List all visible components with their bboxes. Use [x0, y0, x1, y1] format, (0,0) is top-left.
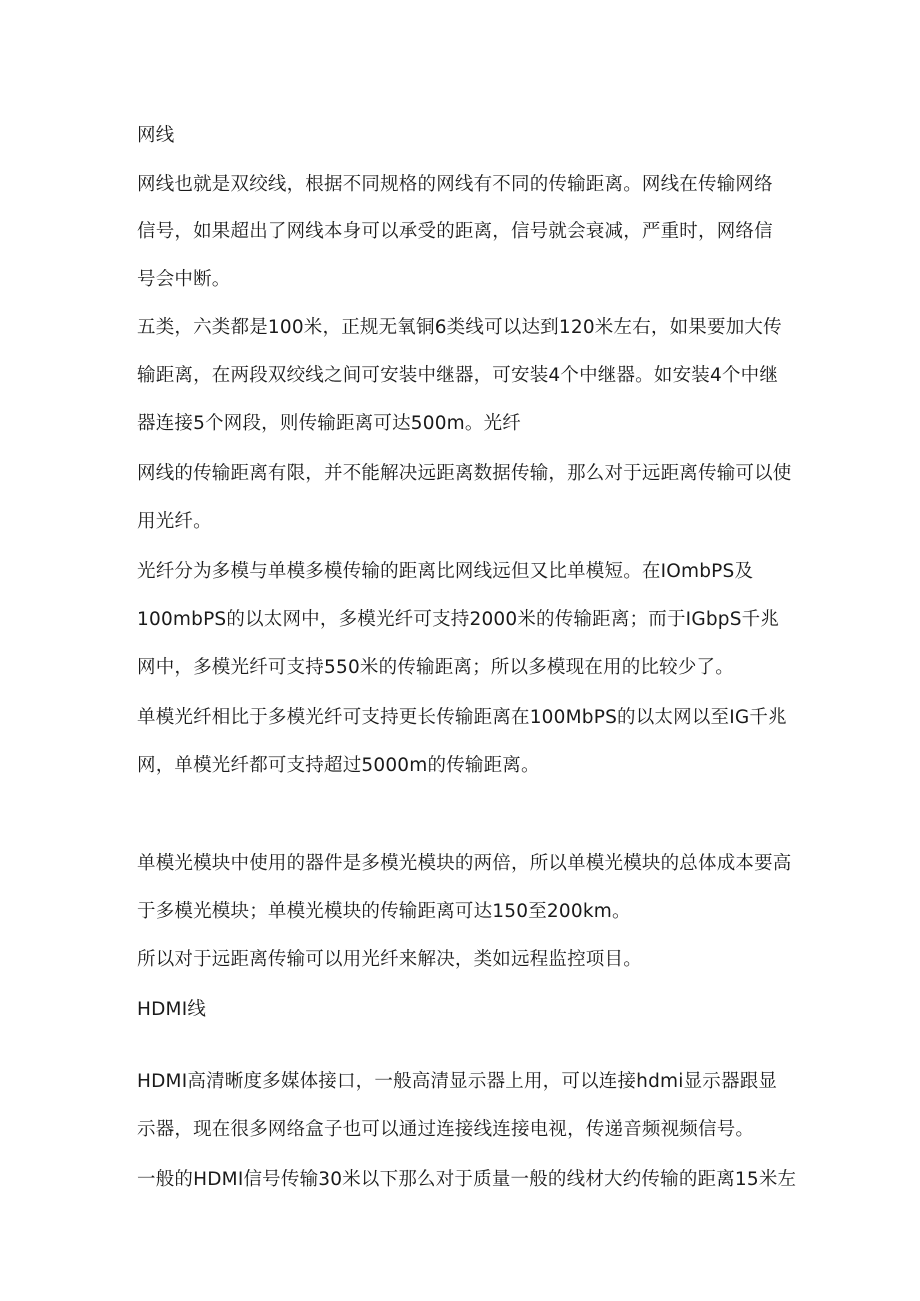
heading-network-cable: 网线: [137, 125, 175, 146]
text-line: 单模光模块中使用的器件是多模光模块的两倍，所以单模光模块的总体成本要高: [137, 853, 792, 874]
text-line: HDMI高清晰度多媒体接口，一般高清显示器上用，可以连接hdmi显示器跟显: [137, 1071, 778, 1092]
text-line: 用光纤。: [137, 511, 212, 532]
text-line: 输距离，在两段双绞线之间可安装中继器，可安装4个中继器。如安装4个中继: [137, 365, 779, 386]
text-line: 网，单模光纤都可支持超过5000m的传输距离。: [137, 755, 540, 776]
text-line: 所以对于远距离传输可以用光纤来解决，类如远程监控项目。: [137, 949, 642, 970]
text-line: 100mbPS的以太网中，多模光纤可支持2000米的传输距离；而于IGbpS千兆: [137, 609, 780, 630]
text-line: 单模光纤相比于多模光纤可支持更长传输距离在100MbPS的以太网以至IG千兆: [137, 707, 787, 728]
text-line: 光纤分为多模与单模多模传输的距离比网线远但又比单模短。在IOmbPS及: [137, 561, 754, 582]
text-line: 一般的HDMI信号传输30米以下那么对于质量一般的线材大约传输的距离15米左: [137, 1169, 797, 1190]
text-line: 网线的传输距离有限，并不能解决远距离数据传输，那么对于远距离传输可以使: [137, 463, 792, 484]
text-line: 号会中断。: [137, 269, 231, 290]
heading-hdmi-cable: HDMI线: [137, 999, 207, 1020]
text-line: 五类，六类都是100米，正规无氧铜6类线可以达到120米左右，如果要加大传: [137, 317, 782, 338]
text-line: 于多模光模块；单模光模块的传输距离可达150至200km。: [137, 901, 631, 922]
text-line: 示器，现在很多网络盒子也可以通过连接线连接电视，传递音频视频信号。: [137, 1119, 755, 1140]
text-line: 网线也就是双绞线，根据不同规格的网线有不同的传输距离。网线在传输网络: [137, 174, 773, 195]
text-line: 网中，多模光纤可支持550米的传输距离；所以多模现在用的比较少了。: [137, 657, 734, 678]
text-line: 器连接5个网段，则传输距离可达500m。光纤: [137, 413, 522, 434]
text-line: 信号，如果超出了网线本身可以承受的距离，信号就会衰减，严重时，网络信: [137, 221, 773, 242]
